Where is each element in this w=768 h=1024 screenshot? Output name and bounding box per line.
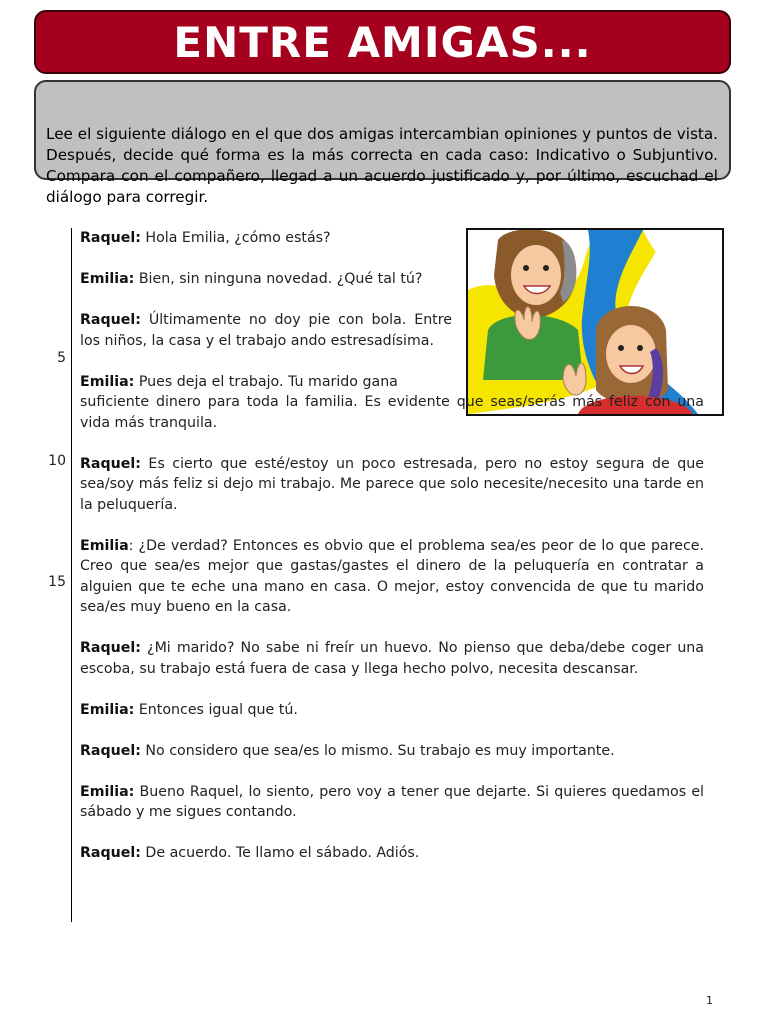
line-number-rule (71, 228, 72, 922)
dialogue-text: : ¿De verdad? Entonces es obvio que el problema sea/es peor de lo que parece. Creo que sea/es mejor que gastas/gastes el dinero de la peluquería en contratar a alguien que te eche una mano en casa. O mejor, estoy convencida de que tu marido sea/es muy bueno en la casa. (80, 537, 704, 615)
speaker-name: Raquel: (80, 845, 141, 861)
dialogue-text: Es cierto que esté/estoy un poco estresada, pero no estoy segura de que sea/soy más feliz si dejo mi trabajo. Me parece que solo necesite/necesito una tarde en la peluquería. (80, 455, 704, 513)
title-banner (34, 10, 731, 74)
dialogue-text: Entonces igual que tú. (134, 701, 298, 718)
dialogue-text: Últimamente no doy pie con bola. Entre los niños, la casa y el trabajo ando estresadísima. (80, 312, 452, 349)
line-number-15: 15 (48, 574, 66, 590)
speaker-name: Raquel: (80, 742, 141, 759)
dialogue-text: Bien, sin ninguna novedad. ¿Qué tal tú? (134, 271, 423, 287)
dialogue-line (80, 372, 704, 434)
speaker-name: Raquel: (80, 230, 141, 246)
dialogue-text: Hola Emilia, ¿cómo estás? (140, 230, 331, 246)
speaker-name: Raquel: (80, 455, 141, 472)
dialogue-line (80, 228, 704, 249)
speaker-name: Emilia: (80, 271, 135, 287)
page-title: ENTRE AMIGAS... (173, 17, 592, 67)
speaker-name: Raquel: (80, 312, 141, 328)
speaker-name: Emilia: (80, 701, 135, 718)
dialogue-line (80, 782, 704, 823)
dialogue-text: Bueno Raquel, lo siento, pero voy a tener que dejarte. Si quieres quedamos el sábado y me sigues contando. (80, 783, 704, 820)
dialogue (80, 228, 704, 884)
dialogue-line (80, 638, 704, 679)
dialogue-line (80, 843, 704, 864)
line-number-5: 5 (57, 350, 66, 366)
instructions-text: Lee el siguiente diálogo en el que dos amigas intercambian opiniones y puntos de vista. Después, decide qué forma es la más correcta en cada caso: Indicativo o Subjuntivo. Compara con el compañero, llegad a un acuerdo justificado y, por último, escuchad el diálogo para corregir. (46, 125, 718, 206)
dialogue-text: De acuerdo. Te llamo el sábado. Adiós. (140, 845, 420, 861)
speaker-name: Emilia (80, 537, 129, 554)
page-number: 1 (706, 994, 713, 1007)
dialogue-line (80, 536, 704, 618)
dialogue-text: Pues deja el trabajo. Tu marido gana (134, 373, 398, 390)
dialogue-line (80, 741, 704, 762)
speaker-name: Raquel: (80, 640, 141, 656)
dialogue-text: No considero que sea/es lo mismo. Su trabajo es muy importante. (140, 742, 615, 759)
dialogue-text-continued: suficiente dinero para toda la familia. Es evidente que seas/serás más feliz con una vida más tranquila. (80, 394, 704, 431)
dialogue-line (80, 454, 704, 516)
dialogue-line (80, 310, 452, 351)
dialogue-line (80, 700, 704, 721)
line-number-10: 10 (48, 453, 66, 469)
dialogue-text: ¿Mi marido? No sabe ni freír un huevo. No pienso que deba/debe coger una escoba, su trabajo está fuera de casa y llega hecho polvo, necesita descansar. (80, 640, 704, 677)
dialogue-line (80, 269, 452, 290)
speaker-name: Emilia: (80, 783, 135, 800)
speaker-name: Emilia: (80, 373, 135, 390)
